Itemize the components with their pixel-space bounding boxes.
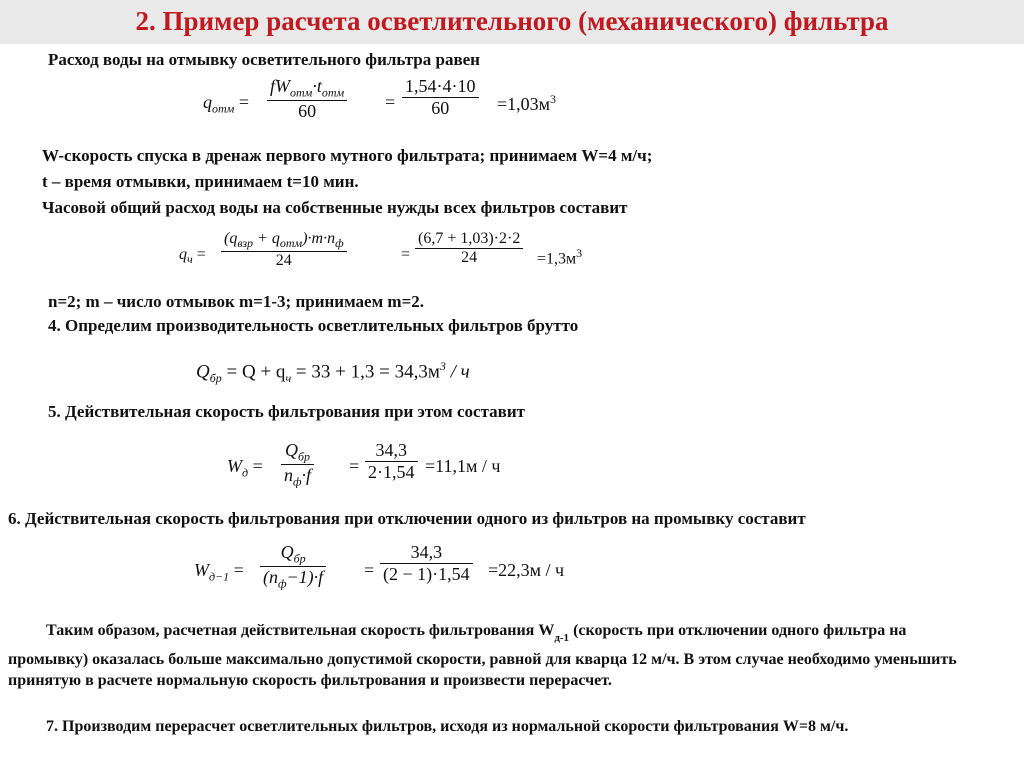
text-line-6: 4. Определим производительность осветлительных фильтров брутто [48,316,579,335]
recalculation-paragraph: 7. Производим перерасчет осветлительных фильтров, исходя из нормальной скорости фильтрования W=8 м/ч. [46,718,849,735]
slide-title: 2. Пример расчета осветлительного (механического) фильтра [135,6,889,36]
formula-q-br: $Q_{бр} = Q + q_ч = 33 + 1,3 = 34,3м^3 / ч$ [190,351,523,391]
text-line-1: Расход воды на отмывку осветительного фильтра равен [48,50,480,69]
text-line-2: W-скорость спуска в дренаж первого мутного фильтрата; принимаем W=4 м/ч; [42,146,653,165]
formula-q-otm: $q_{отм}$ = $fW_{отм}\cdot t_{отм}$ 60 = $\frac{1,54\cdot 4\cdot 10}{60}$ $=1,03м^3$ [197,72,581,136]
text-line-5: n=2; m – число отмывок m=1-3; принимаем m=2. [48,292,425,311]
formula-q-ch: $q_ч$ = $(q_{взр} + q_{отм})\cdot m\cdot n_ф$ 24 = $\frac{(6,7 + 1,03)\cdot 2\cdot 2}{24}$ $=1,3м^3$ [173,226,603,286]
conclusion-paragraph: Таким образом, расчетная действительная скорость фильтрования $W_{д-1}$ (скорость при отключении одного фильтра на промывку) оказалась больше максимально допустимой скорости, равной для кварца 12 м/ч. В этом случае необходимо уменьшить принятую в расчете нормальную скорость фильтрования и произвести перерасчет. [8,622,957,689]
text-line-3: t – время отмывки, принимаем t=10 мин. [42,172,359,191]
text-line-4: Часовой общий расход воды на собственные нужды всех фильтров составит [42,198,628,217]
text-line-8: 6. Действительная скорость фильтрования при отключении одного из фильтров на промывку составит [8,509,806,528]
formula-w-d1: $W_{д-1}$ = $Q_{бр}$ $(n_ф-1)\cdot f$ = $\frac{34,3}{(2 - 1)\cdot 1,54}$ =22,3м / ч [188,538,588,604]
formula-w-d: $W_д$ = $Q_{бр}$ $n_ф\cdot f$ = $\frac{34,3}{2\cdot 1,54}$ =11,1м / ч [219,436,519,498]
text-line-7: 5. Действительная скорость фильтрования при этом составит [48,402,525,421]
